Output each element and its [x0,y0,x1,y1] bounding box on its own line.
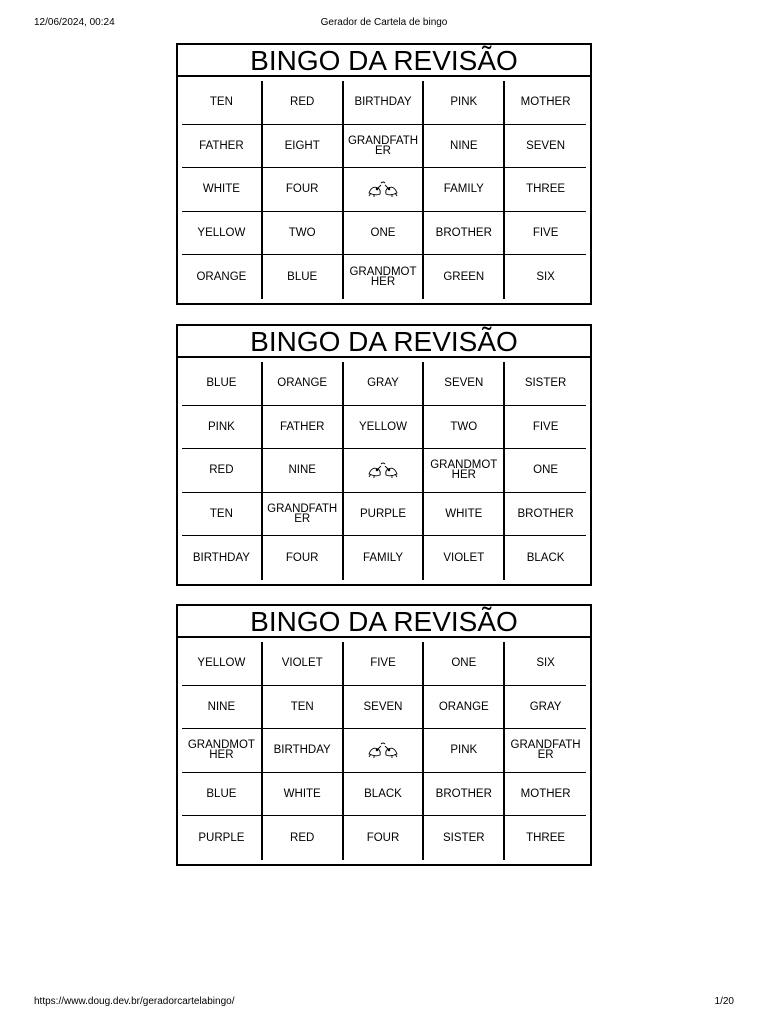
bingo-cell: ONE [505,449,586,493]
bingo-cell: RED [263,816,344,860]
bingo-cell: YELLOW [182,642,263,686]
bingo-cell: GRANDMOTHER [182,729,263,773]
bingo-cell: BROTHER [424,773,505,817]
bingo-cell: BROTHER [505,493,586,537]
bingo-cell: FATHER [182,125,263,169]
bingo-cell: BLACK [526,552,565,565]
bingo-cell: FATHER [263,406,344,450]
bingo-grid [182,81,586,299]
bingo-cell: PINK [182,406,263,450]
bingo-cell: NINE [182,686,263,730]
bingo-card-title: BINGO DA REVISÃO [178,606,590,638]
bingo-cell: NINE [263,449,344,493]
bingo-cell: SEVEN [424,362,505,406]
bingo-cell: SISTER [424,816,505,860]
bingo-cell: FIVE [344,642,425,686]
bingo-cell: TWO [424,406,505,450]
bingo-cell: ONE [344,212,425,256]
bingo-cell: TWO [263,212,344,256]
bingo-cell: FOUR [263,168,344,212]
bingo-card [176,324,592,586]
bingo-cell: FOUR [344,816,425,860]
bingo-grid [182,362,586,580]
bingo-cell: FAMILY [344,536,425,580]
free-space-icon [344,168,425,212]
bingo-cell: BLUE [182,362,263,406]
bingo-cell: WHITE [424,493,505,537]
bingo-cell: NINE [424,125,505,169]
bingo-cell: FIVE [505,212,586,256]
bingo-card [176,604,592,866]
bingo-cell: WHITE [182,168,263,212]
bingo-cell: SISTER [505,362,586,406]
bingo-cell: MOTHER [505,81,586,125]
bingo-cell: ORANGE [263,362,344,406]
bingo-cell: PURPLE [344,493,425,537]
bingo-cell: ORANGE [424,686,505,730]
bingo-cell: VIOLET [263,642,344,686]
bingo-cell: TEN [263,686,344,730]
bingo-cell: BIRTHDAY [263,729,344,773]
bingo-cell: THREE [505,168,586,212]
bingo-cell: FIVE [505,406,586,450]
bingo-cell: RED [182,449,263,493]
bingo-cell: PINK [424,81,505,125]
print-page-title: Gerador de Cartela de bingo [320,17,448,28]
birds-icon [366,741,400,759]
bingo-cell: TEN [182,493,263,537]
bingo-cell: GRANDFATHER [344,125,425,169]
bingo-cell: TEN [182,81,263,125]
print-datetime: 12/06/2024, 00:24 [34,17,115,28]
bingo-cell: FOUR [263,536,344,580]
bingo-grid [182,642,586,860]
bingo-cell: PURPLE [182,816,263,860]
bingo-cell: RED [263,81,344,125]
bingo-cell: PINK [424,729,505,773]
bingo-cell: BLUE [182,773,263,817]
bingo-card [176,43,592,305]
bingo-cell: ORANGE [182,255,263,299]
bingo-cell: GREEN [424,255,505,299]
bingo-cell: GRANDFATHER [263,493,344,537]
print-url: https://www.doug.dev.br/geradorcartelabingo/ [34,996,235,1007]
bingo-cell: GRAY [505,686,586,730]
bingo-cell: BIRTHDAY [182,536,263,580]
bingo-cell: SEVEN [505,125,586,169]
bingo-cell: BROTHER [424,212,505,256]
bingo-cell: SIX [505,642,586,686]
bingo-cell: FAMILY [424,168,505,212]
bingo-cell: ONE [424,642,505,686]
bingo-cell: VIOLET [424,536,505,580]
bingo-cell: GRANDMOTHER [424,449,505,493]
bingo-cell: WHITE [263,773,344,817]
bingo-cell: SIX [536,271,555,284]
bingo-cell: THREE [526,832,566,845]
bingo-cell: GRANDFATHER [505,729,586,773]
bingo-cell: GRAY [344,362,425,406]
bingo-cell: SEVEN [344,686,425,730]
bingo-cell: YELLOW [182,212,263,256]
birds-icon [366,461,400,479]
free-space-icon [344,729,425,773]
bingo-cell: EIGHT [263,125,344,169]
bingo-cell: BLACK [344,773,425,817]
birds-icon [366,180,400,198]
bingo-cell: YELLOW [344,406,425,450]
print-page-number: 1/20 [714,996,734,1007]
bingo-cell: BIRTHDAY [344,81,425,125]
bingo-cell: MOTHER [505,773,586,817]
bingo-card-title: BINGO DA REVISÃO [178,326,590,358]
bingo-cell: GRANDMOTHER [344,255,425,299]
bingo-card-title: BINGO DA REVISÃO [178,45,590,77]
free-space-icon [344,449,425,493]
bingo-cell: BLUE [263,255,344,299]
